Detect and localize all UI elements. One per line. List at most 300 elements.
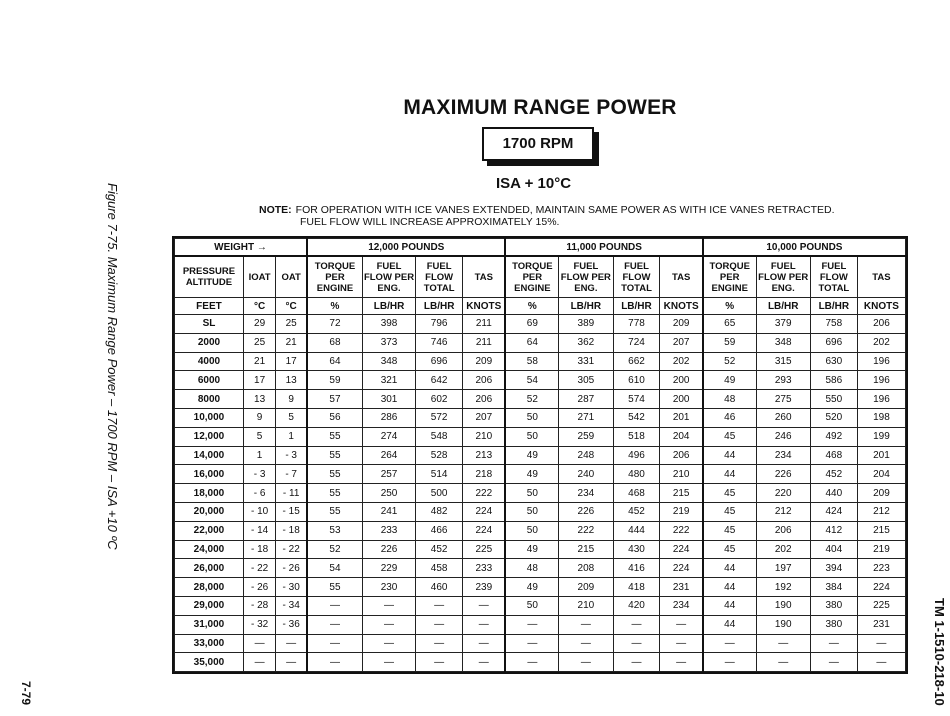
table-cell: - 6 [243,484,275,503]
unit-cell: °C [276,298,307,315]
table-cell: 233 [362,521,415,540]
table-cell: 206 [463,371,506,390]
table-cell: 412 [810,521,857,540]
table-cell: 574 [613,390,660,409]
table-row [175,465,906,484]
table-cell: — [416,615,463,634]
table-cell: - 36 [276,615,307,634]
table-cell: 642 [416,371,463,390]
table-cell: 196 [857,390,905,409]
header-fuel-per-eng: FUEL FLOW PER ENG. [559,256,613,298]
table-cell: — [463,615,506,634]
weight-12000: 12,000 POUNDS [307,239,505,257]
table-cell: — [463,596,506,615]
table-cell: — [810,653,857,672]
table-cell: 48 [703,390,756,409]
table-cell: — [416,653,463,672]
altitude-cell: 12,000 [175,427,244,446]
table-cell: 200 [660,390,703,409]
table-cell: 44 [703,615,756,634]
table-cell: 444 [613,521,660,540]
table-cell: — [756,653,810,672]
weight-11000: 11,000 POUNDS [505,239,702,257]
table-cell: - 28 [243,596,275,615]
table-cell: 452 [613,502,660,521]
altitude-cell: 28,000 [175,578,244,597]
table-cell: — [243,634,275,653]
unit-cell: % [307,298,362,315]
table-cell: 348 [756,333,810,352]
table-cell: 25 [243,333,275,352]
table-row [175,352,906,371]
table-cell: 380 [810,615,857,634]
table-cell: 234 [660,596,703,615]
table-cell: 468 [810,446,857,465]
table-cell: 55 [307,446,362,465]
table-cell: 13 [276,371,307,390]
table-cell: 466 [416,521,463,540]
table-cell: - 18 [276,521,307,540]
unit-cell: KNOTS [463,298,506,315]
table-row [175,540,906,559]
table-cell: 49 [505,578,558,597]
table-cell: 226 [559,502,613,521]
table-cell: — [362,653,415,672]
table-cell: 224 [463,502,506,521]
table-cell: 44 [703,465,756,484]
table-cell: 696 [810,333,857,352]
table-cell: — [416,634,463,653]
table-cell: 219 [857,540,905,559]
table-row [175,596,906,615]
table-cell: 226 [362,540,415,559]
table-cell: 379 [756,315,810,334]
table-cell: 241 [362,502,415,521]
table-cell: 229 [362,559,415,578]
table-cell: 224 [463,521,506,540]
table-cell: — [307,596,362,615]
weight-10000: 10,000 POUNDS [703,239,906,257]
table-cell: 64 [505,333,558,352]
table-cell: 192 [756,578,810,597]
altitude-cell: 8000 [175,390,244,409]
table-cell: 520 [810,408,857,427]
table-cell: 54 [505,371,558,390]
table-cell: 550 [810,390,857,409]
table-row [175,446,906,465]
table-cell: 50 [505,484,558,503]
table-cell: 207 [463,408,506,427]
table-cell: 219 [660,502,703,521]
header-row [175,256,906,298]
table-row [175,408,906,427]
table-cell: — [613,634,660,653]
table-cell: — [559,653,613,672]
table-cell: 50 [505,408,558,427]
table-cell: 275 [756,390,810,409]
table-cell: 220 [756,484,810,503]
table-cell: 201 [660,408,703,427]
table-cell: 602 [416,390,463,409]
table-row [175,427,906,446]
table-row [175,559,906,578]
table-cell: 54 [307,559,362,578]
table-cell: — [362,615,415,634]
table-cell: - 30 [276,578,307,597]
table-cell: 52 [307,540,362,559]
unit-cell: KNOTS [660,298,703,315]
table-cell: 630 [810,352,857,371]
header-torque: TORQUE PER ENGINE [703,256,756,298]
table-cell: 46 [703,408,756,427]
table-cell: 196 [857,352,905,371]
weight-label: WEIGHT → [175,239,308,257]
altitude-cell: 10,000 [175,408,244,427]
table-cell: 496 [613,446,660,465]
table-cell: 331 [559,352,613,371]
table-cell: 55 [307,465,362,484]
table-cell: 234 [559,484,613,503]
table-cell: 44 [703,596,756,615]
table-cell: 209 [857,484,905,503]
table-cell: 286 [362,408,415,427]
table-cell: 21 [276,333,307,352]
table-cell: 44 [703,559,756,578]
header-tas: TAS [463,256,506,298]
table-cell: 198 [857,408,905,427]
table-cell: 50 [505,596,558,615]
unit-cell: °C [243,298,275,315]
table-cell: — [307,634,362,653]
table-cell: 50 [505,427,558,446]
table-cell: - 22 [276,540,307,559]
table-cell: 211 [463,315,506,334]
table-cell: 206 [756,521,810,540]
table-cell: 389 [559,315,613,334]
table-cell: — [243,653,275,672]
altitude-cell: 26,000 [175,559,244,578]
table-cell: - 26 [243,578,275,597]
table-cell: 514 [416,465,463,484]
header-fuel-total: FUEL FLOW TOTAL [613,256,660,298]
rpm-box: 1700 RPM [482,127,594,161]
altitude-cell: 35,000 [175,653,244,672]
table-row [175,653,906,672]
table-cell: 257 [362,465,415,484]
table-cell: 315 [756,352,810,371]
table-cell: 724 [613,333,660,352]
table-row [175,502,906,521]
header-pressure-altitude: PRESSURE ALTITUDE [175,256,244,298]
table-cell: 468 [613,484,660,503]
table-cell: 572 [416,408,463,427]
table-cell: 196 [857,371,905,390]
table-cell: 49 [505,446,558,465]
table-cell: 9 [276,390,307,409]
table-cell: 204 [660,427,703,446]
table-cell: 210 [463,427,506,446]
table-cell: — [660,634,703,653]
table-cell: — [505,615,558,634]
table-cell: — [857,634,905,653]
table-cell: 212 [857,502,905,521]
table-row [175,615,906,634]
table-cell: 209 [660,315,703,334]
table-cell: 49 [505,465,558,484]
altitude-cell: 29,000 [175,596,244,615]
table-cell: - 32 [243,615,275,634]
table-cell: 190 [756,615,810,634]
table-cell: — [810,634,857,653]
table-cell: 260 [756,408,810,427]
table-cell: 293 [756,371,810,390]
altitude-cell: 31,000 [175,615,244,634]
table-cell: 223 [857,559,905,578]
table-cell: 45 [703,540,756,559]
table-cell: 59 [703,333,756,352]
table-cell: 416 [613,559,660,578]
table-cell: — [307,615,362,634]
table-cell: 202 [660,352,703,371]
table-row [175,484,906,503]
altitude-cell: 2000 [175,333,244,352]
table-cell: - 7 [276,465,307,484]
table-cell: 500 [416,484,463,503]
table-cell: 230 [362,578,415,597]
header-fuel-per-eng: FUEL FLOW PER ENG. [756,256,810,298]
altitude-cell: 6000 [175,371,244,390]
table-cell: 213 [463,446,506,465]
table-cell: 56 [307,408,362,427]
table-cell: 225 [857,596,905,615]
table-row [175,371,906,390]
table-cell: 9 [243,408,275,427]
table-cell: 207 [660,333,703,352]
table-cell: 206 [857,315,905,334]
header-torque: TORQUE PER ENGINE [505,256,558,298]
table-cell: 199 [857,427,905,446]
table-cell: 202 [756,540,810,559]
table-cell: 202 [857,333,905,352]
table-cell: 362 [559,333,613,352]
table-cell: 226 [756,465,810,484]
table-cell: 224 [660,540,703,559]
table-cell: 348 [362,352,415,371]
table-row [175,333,906,352]
table-cell: 218 [463,465,506,484]
table-cell: — [276,634,307,653]
table-cell: 215 [559,540,613,559]
table-cell: — [307,653,362,672]
table-cell: 440 [810,484,857,503]
table-cell: 610 [613,371,660,390]
table-cell: 17 [243,371,275,390]
table-cell: 586 [810,371,857,390]
altitude-cell: 14,000 [175,446,244,465]
table-cell: 45 [703,502,756,521]
header-tas: TAS [660,256,703,298]
table-cell: 452 [810,465,857,484]
table-cell: 301 [362,390,415,409]
table-cell: 420 [613,596,660,615]
table-cell: 696 [416,352,463,371]
unit-cell: % [703,298,756,315]
figure-caption: Figure 7-75. Maximum Range Power – 1700 RPM – ISA +10 ºC [105,183,120,550]
table-cell: 211 [463,333,506,352]
table-cell: - 14 [243,521,275,540]
table-cell: — [505,653,558,672]
unit-cell: LB/HR [613,298,660,315]
header-fuel-total: FUEL FLOW TOTAL [416,256,463,298]
table-cell: — [613,653,660,672]
table-cell: 424 [810,502,857,521]
page-title: MAXIMUM RANGE POWER [403,96,677,119]
table-cell: — [703,634,756,653]
table-cell: 201 [857,446,905,465]
units-row [175,298,906,315]
table-cell: 394 [810,559,857,578]
table-cell: 418 [613,578,660,597]
unit-cell: % [505,298,558,315]
table-cell: 458 [416,559,463,578]
table-cell: 52 [703,352,756,371]
header-ioat: IOAT [243,256,275,298]
table-row [175,634,906,653]
table-cell: — [276,653,307,672]
table-cell: 52 [505,390,558,409]
table-row [175,315,906,334]
note-label: NOTE: [259,204,292,216]
table-cell: 758 [810,315,857,334]
table-cell: - 3 [276,446,307,465]
table-cell: 542 [613,408,660,427]
table-cell: 452 [416,540,463,559]
table-cell: 55 [307,427,362,446]
table-cell: 662 [613,352,660,371]
table-cell: — [660,653,703,672]
unit-cell: KNOTS [857,298,905,315]
table-cell: 58 [505,352,558,371]
altitude-cell: 33,000 [175,634,244,653]
table-cell: 1 [276,427,307,446]
unit-cell: LB/HR [416,298,463,315]
table-cell: 222 [559,521,613,540]
table-cell: 209 [559,578,613,597]
table-cell: - 26 [276,559,307,578]
unit-cell: FEET [175,298,244,315]
header-tas: TAS [857,256,905,298]
table-cell: 215 [857,521,905,540]
table-cell: 492 [810,427,857,446]
table-cell: 206 [660,446,703,465]
table-cell: 222 [463,484,506,503]
table-row [175,521,906,540]
table-cell: - 10 [243,502,275,521]
table-cell: 212 [756,502,810,521]
table-cell: 518 [613,427,660,446]
table-cell: — [613,615,660,634]
table-cell: 25 [276,315,307,334]
table-cell: — [416,596,463,615]
table-cell: 45 [703,484,756,503]
unit-cell: LB/HR [559,298,613,315]
table-cell: 49 [703,371,756,390]
document-number: TM 1-1510-218-10 [932,598,947,706]
table-cell: — [660,615,703,634]
table-cell: 460 [416,578,463,597]
table-cell: 72 [307,315,362,334]
table-cell: 224 [660,559,703,578]
table-cell: 234 [756,446,810,465]
altitude-cell: 16,000 [175,465,244,484]
table-cell: 17 [276,352,307,371]
table-cell: - 15 [276,502,307,521]
table-cell: 68 [307,333,362,352]
table-cell: 321 [362,371,415,390]
table-cell: 404 [810,540,857,559]
note-line-2: FUEL FLOW WILL INCREASE APPROXIMATELY 15%. [300,216,560,228]
table-cell: 215 [660,484,703,503]
table-cell: 274 [362,427,415,446]
table-cell: — [362,596,415,615]
page-number: 7-79 [19,681,33,706]
table-cell: — [857,653,905,672]
header-oat: OAT [276,256,307,298]
table-cell: 21 [243,352,275,371]
table-cell: 50 [505,502,558,521]
table-cell: 398 [362,315,415,334]
table-cell: - 3 [243,465,275,484]
table-cell: 29 [243,315,275,334]
table-cell: — [463,653,506,672]
table-cell: 59 [307,371,362,390]
table-cell: 57 [307,390,362,409]
table-row [175,390,906,409]
table-cell: 287 [559,390,613,409]
table-cell: 69 [505,315,558,334]
table-cell: 5 [276,408,307,427]
table-cell: 246 [756,427,810,446]
table-cell: 48 [505,559,558,578]
table-cell: — [559,634,613,653]
table-cell: 45 [703,521,756,540]
table-cell: 271 [559,408,613,427]
table-cell: 225 [463,540,506,559]
table-cell: 64 [307,352,362,371]
table-cell: 45 [703,427,756,446]
table-cell: - 22 [243,559,275,578]
table-cell: 44 [703,446,756,465]
altitude-cell: 18,000 [175,484,244,503]
table-cell: 55 [307,578,362,597]
table-cell: 231 [660,578,703,597]
table-cell: — [559,615,613,634]
table-cell: — [463,634,506,653]
table-cell: 373 [362,333,415,352]
table-cell: — [756,634,810,653]
table-cell: 548 [416,427,463,446]
table-cell: 528 [416,446,463,465]
table-cell: 209 [463,352,506,371]
table-cell: 240 [559,465,613,484]
table-cell: 380 [810,596,857,615]
altitude-cell: 4000 [175,352,244,371]
table-cell: 190 [756,596,810,615]
table-cell: 210 [660,465,703,484]
weight-row [175,239,906,257]
table-cell: 210 [559,596,613,615]
table-cell: 49 [505,540,558,559]
